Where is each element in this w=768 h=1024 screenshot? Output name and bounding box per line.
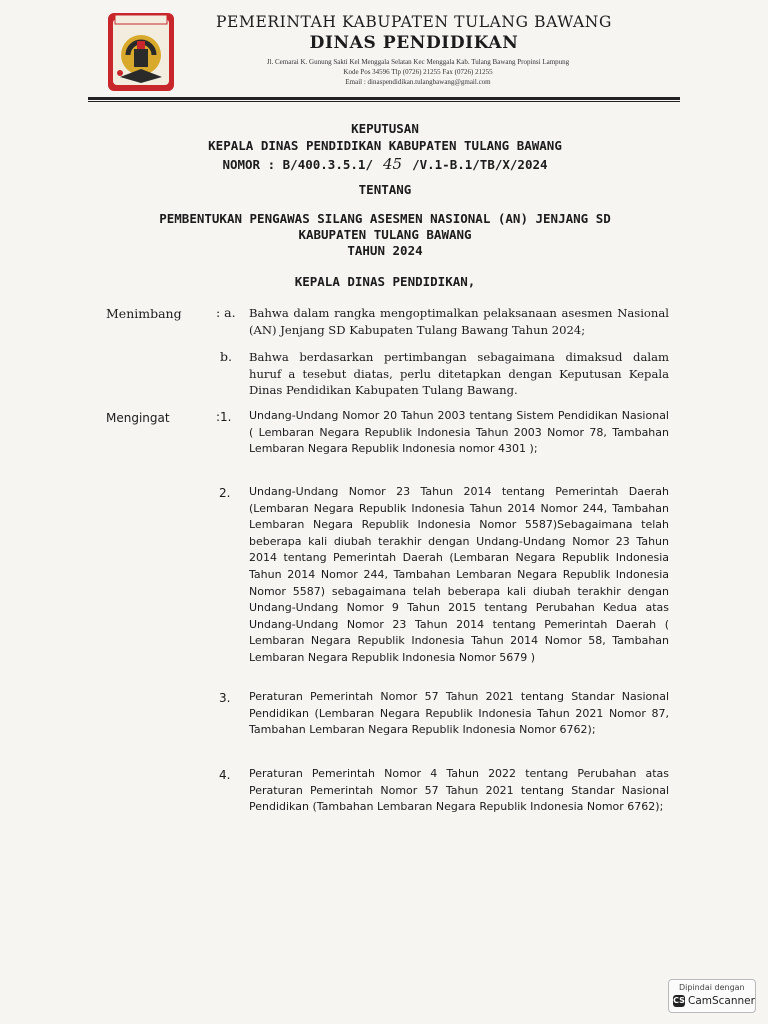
camscanner-badge bbox=[668, 979, 756, 1013]
email-line: Email : dinaspendidikan.tulangbawang@gmail.com bbox=[345, 78, 491, 86]
camscanner-icon: CS bbox=[673, 996, 685, 1005]
decree-number bbox=[90, 155, 680, 173]
decree-title: KEPUTUSAN bbox=[351, 121, 419, 136]
subject-line-1: PEMBENTUKAN PENGAWAS SILANG ASESMEN NASIONAL (AN) JENJANG SD bbox=[159, 211, 611, 226]
department-name: DINAS PENDIDIKAN bbox=[309, 33, 519, 53]
mengingat-label: Mengingat bbox=[106, 411, 170, 425]
letterhead-thick-rule bbox=[88, 97, 680, 100]
decree-number-suffix: /V.1-B.1/TB/X/2024 bbox=[412, 157, 548, 172]
mengingat-item-4: Peraturan Pemerintah Nomor 4 Tahun 2022 tentang Perubahan atas Peraturan Pemerintah Nomor 57 Tahun 2021 tentang Standar Nasional Pendidikan (Tambahan Lembaran Negara Republik Indonesia Nomor 6762); bbox=[249, 767, 669, 814]
menimbang-marker-b: b. bbox=[220, 349, 232, 364]
mengingat-item-3: Peraturan Pemerintah Nomor 57 Tahun 2021 tentang Standar Nasional Pendidikan (Lembaran Negara Republik Indonesia Tahun 2021 Nomor 87, Tambahan Lembaran Negara Republik Indonesia Nomor 6762); bbox=[249, 690, 669, 737]
authority-heading: KEPALA DINAS PENDIDIKAN, bbox=[294, 274, 476, 289]
decree-issuer: KEPALA DINAS PENDIDIKAN KABUPATEN TULANG BAWANG bbox=[208, 138, 562, 153]
regency-emblem-logo bbox=[106, 11, 176, 93]
subject-line-3: TAHUN 2024 bbox=[347, 243, 423, 258]
government-name: PEMERINTAH KABUPATEN TULANG BAWANG bbox=[216, 13, 612, 31]
postal-phone-line: Kode Pos 34596 Tlp (0726) 21255 Fax (0726) 21255 bbox=[343, 68, 493, 76]
mengingat-item-2: Undang-Undang Nomor 23 Tahun 2014 tentang Pemerintah Daerah (Lembaran Negara Republik Indonesia Tahun 2014 Nomor 244, Tambahan Lembaran Negara Republik Indonesia Nomor 5587)Sebagaimana telah beberapa kali diubah terakhir dengan Undang-Undang Nomor 23 Tahun 2014 tentang Pemerintah Daerah (Lembaran Negara Republik Indonesia Tahun 2014 Nomor 244, Tambahan Lembaran Negara Republik Indonesia Nomor 5587) sebagaimana telah beberapa kali diubah terakhir dengan Undang-Undang Nomor 9 Tahun 2015 tentang Perubahan Kedua atas Undang-Undang Nomor 23 Tahun 2014 tentang Pemerintah Daerah ( Lembaran Negara Republik Indonesia Tahun 2014 Nomor 58, Tambahan Lembaran Negara Republik Indonesia Nomor 5679 ) bbox=[249, 485, 669, 664]
tentang-heading: TENTANG bbox=[358, 182, 412, 197]
decree-number-handwritten: 45 bbox=[382, 155, 403, 173]
camscanner-caption: Dipindai dengan bbox=[679, 983, 745, 992]
mengingat-marker-2: 2. bbox=[219, 486, 231, 500]
mengingat-marker-4: 4. bbox=[219, 768, 231, 782]
menimbang-item-a: Bahwa dalam rangka mengoptimalkan pelaksanaan asesmen Nasional (AN) Jenjang SD Kabupaten Tulang Bawang Tahun 2024; bbox=[249, 306, 669, 337]
subject-line-2: KABUPATEN TULANG BAWANG bbox=[298, 227, 472, 242]
decree-number-prefix: NOMOR : B/400.3.5.1/ bbox=[222, 157, 373, 172]
camscanner-brand: CamScanner bbox=[688, 995, 755, 1007]
mengingat-marker-1: :1. bbox=[216, 410, 232, 424]
mengingat-marker-3: 3. bbox=[219, 691, 231, 705]
menimbang-label: Menimbang bbox=[106, 306, 182, 321]
mengingat-item-1: Undang-Undang Nomor 20 Tahun 2003 tentang Sistem Pendidikan Nasional ( Lembaran Negara Republik Indonesia Tahun 2003 Nomor 78, Tambahan Lembaran Negara Republik Indonesia nomor 4301 ); bbox=[249, 409, 669, 456]
menimbang-item-b: Bahwa berdasarkan pertimbangan sebagaimana dimaksud dalam huruf a tesebut diatas, perlu ditetapkan dengan Keputusan Kepala Dinas Pendidikan Kabupaten Tulang Bawang. bbox=[249, 350, 669, 397]
menimbang-marker-a: : a. bbox=[216, 305, 236, 320]
letterhead-thin-rule bbox=[88, 101, 680, 102]
address-line: Jl. Cemarai K. Gunung Sakti Kel Menggala Selatan Kec Menggala Kab. Tulang Bawang Propinsi Lampung bbox=[266, 58, 570, 66]
